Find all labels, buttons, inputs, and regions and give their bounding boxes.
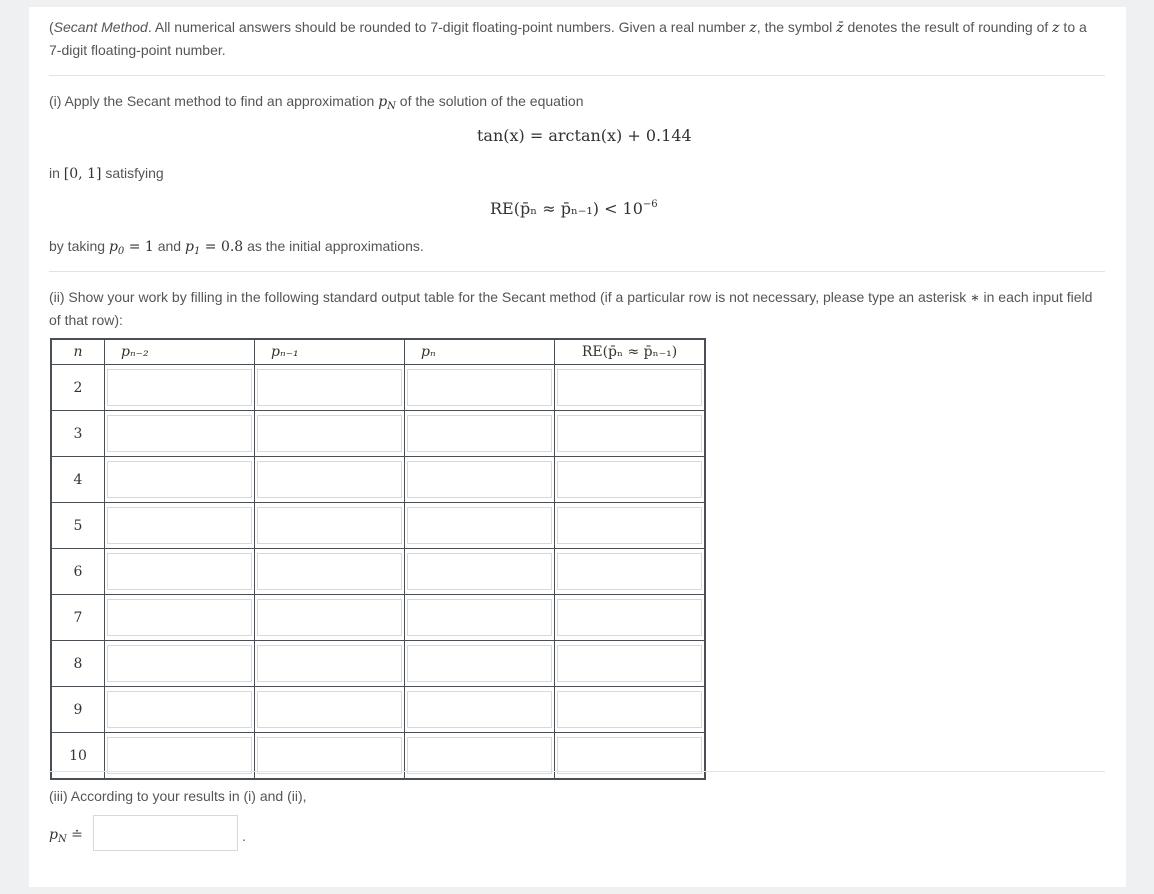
p-n-input[interactable]	[407, 691, 552, 728]
equation: tan(x) = arctan(x) + 0.144	[477, 126, 692, 145]
part3-text: (iii) According to your results in (i) and (ii),	[49, 788, 307, 804]
table-row	[51, 595, 705, 641]
relative-error-input[interactable]	[557, 553, 702, 590]
header-p-n: pₙ	[405, 339, 555, 365]
p-n-minus-2-input[interactable]	[107, 507, 252, 544]
divider	[49, 75, 1105, 76]
header-n: n	[51, 339, 105, 365]
part2-text: (ii) Show your work by filling in the following standard output table for the Secant method (if a particular row is not necessary, please type an asterisk ∗ in each input field of that row):	[49, 289, 1093, 328]
cell-relative-error	[555, 549, 706, 595]
intro-paragraph: (Secant Method. All numerical answers should be rounded to 7-digit floating-point numbers. Given a real number z, the symbol z̄ denotes the result of rounding of z to a 7-digit floating-point number.	[49, 19, 1087, 58]
relative-error-input[interactable]	[557, 645, 702, 682]
cell-relative-error	[555, 457, 706, 503]
divider	[49, 271, 1105, 272]
part1-text: (i) Apply the Secant method to find an approximation $p_N$ of the solution of the equation	[49, 93, 584, 112]
header-p-n-minus-1: pₙ₋₁	[255, 339, 405, 365]
cell-relative-error	[555, 641, 706, 687]
cell-relative-error	[555, 365, 706, 411]
cell-p-n-minus-2	[105, 457, 255, 503]
p-n-minus-2-input[interactable]	[107, 599, 252, 636]
cell-p-n	[405, 687, 555, 733]
p-n-minus-2-input[interactable]	[107, 461, 252, 498]
p-n-input[interactable]	[407, 599, 552, 636]
cell-p-n	[405, 595, 555, 641]
initial-approximations-text: by taking $p_0 = 1$ and $p_1 = 0.8$ as the initial approximations.	[49, 238, 424, 257]
p-n-minus-2-input[interactable]	[107, 691, 252, 728]
cell-p-n-minus-1	[255, 549, 405, 595]
p-n-minus-2-input[interactable]	[107, 645, 252, 682]
secant-output-table	[50, 338, 706, 780]
p-n-minus-1-input[interactable]	[257, 415, 402, 452]
table-row	[51, 411, 705, 457]
row-n-value: 4	[51, 457, 105, 503]
row-n-value: 6	[51, 549, 105, 595]
cell-p-n	[405, 503, 555, 549]
cell-p-n-minus-2	[105, 503, 255, 549]
method-name: Secant Method	[53, 19, 148, 35]
row-n-value: 5	[51, 503, 105, 549]
cell-p-n-minus-2	[105, 595, 255, 641]
cell-p-n	[405, 457, 555, 503]
table-row	[51, 503, 705, 549]
table-header-row	[51, 339, 705, 365]
interval-text: in [0, 1] satisfying	[49, 165, 164, 182]
cell-relative-error	[555, 687, 706, 733]
table-row	[51, 549, 705, 595]
question-card	[29, 7, 1126, 887]
row-n-value: 9	[51, 687, 105, 733]
p-n-input[interactable]	[407, 507, 552, 544]
p-n-minus-1-input[interactable]	[257, 737, 402, 774]
cell-p-n-minus-2	[105, 549, 255, 595]
p-n-minus-1-input[interactable]	[257, 461, 402, 498]
table-row	[51, 365, 705, 411]
table-row	[51, 457, 705, 503]
p-n-input[interactable]	[407, 645, 552, 682]
p-n-minus-1-input[interactable]	[257, 599, 402, 636]
cell-p-n-minus-1	[255, 365, 405, 411]
relative-error-input[interactable]	[557, 599, 702, 636]
cell-p-n-minus-1	[255, 641, 405, 687]
p-n-input[interactable]	[407, 461, 552, 498]
cell-p-n-minus-2	[105, 687, 255, 733]
divider	[49, 771, 1105, 772]
stopping-condition: RE(p̄ₙ ≈ p̄ₙ₋₁) < $10^{-6}$	[490, 199, 658, 218]
row-n-value: 3	[51, 411, 105, 457]
cell-relative-error	[555, 503, 706, 549]
cell-p-n-minus-1	[255, 687, 405, 733]
pn-answer-input[interactable]	[93, 815, 238, 851]
p-n-minus-2-input[interactable]	[107, 737, 252, 774]
p-n-minus-2-input[interactable]	[107, 415, 252, 452]
p-n-minus-1-input[interactable]	[257, 369, 402, 406]
header-p-n-minus-2: pₙ₋₂	[105, 339, 255, 365]
p-n-input[interactable]	[407, 415, 552, 452]
period: .	[242, 828, 246, 844]
cell-relative-error	[555, 595, 706, 641]
p-n-minus-1-input[interactable]	[257, 553, 402, 590]
relative-error-input[interactable]	[557, 691, 702, 728]
row-n-value: 7	[51, 595, 105, 641]
cell-p-n-minus-1	[255, 595, 405, 641]
cell-p-n-minus-2	[105, 641, 255, 687]
header-relative-error: RE(p̄ₙ ≈ p̄ₙ₋₁)	[555, 339, 706, 365]
cell-p-n	[405, 733, 555, 780]
cell-p-n-minus-1	[255, 457, 405, 503]
p-n-minus-2-input[interactable]	[107, 369, 252, 406]
cell-p-n-minus-2	[105, 411, 255, 457]
p-n-input[interactable]	[407, 553, 552, 590]
relative-error-input[interactable]	[557, 461, 702, 498]
p-n-minus-1-input[interactable]	[257, 507, 402, 544]
cell-p-n	[405, 365, 555, 411]
cell-p-n-minus-1	[255, 411, 405, 457]
relative-error-input[interactable]	[557, 415, 702, 452]
cell-p-n	[405, 641, 555, 687]
relative-error-input[interactable]	[557, 737, 702, 774]
row-n-value: 8	[51, 641, 105, 687]
cell-p-n	[405, 411, 555, 457]
relative-error-input[interactable]	[557, 369, 702, 406]
p-n-minus-1-input[interactable]	[257, 645, 402, 682]
p-n-input[interactable]	[407, 737, 552, 774]
p-n-minus-1-input[interactable]	[257, 691, 402, 728]
p-n-minus-2-input[interactable]	[107, 553, 252, 590]
p-n-input[interactable]	[407, 369, 552, 406]
row-n-value: 2	[51, 365, 105, 411]
cell-p-n-minus-1	[255, 733, 405, 780]
pn-label: $p_N$ ≐	[49, 827, 83, 845]
table-row	[51, 641, 705, 687]
cell-p-n-minus-2	[105, 733, 255, 780]
relative-error-input[interactable]	[557, 507, 702, 544]
table-row	[51, 733, 705, 780]
cell-p-n	[405, 549, 555, 595]
table-row	[51, 687, 705, 733]
cell-relative-error	[555, 733, 706, 780]
cell-p-n-minus-2	[105, 365, 255, 411]
cell-relative-error	[555, 411, 706, 457]
row-n-value: 10	[51, 733, 105, 780]
cell-p-n-minus-1	[255, 503, 405, 549]
